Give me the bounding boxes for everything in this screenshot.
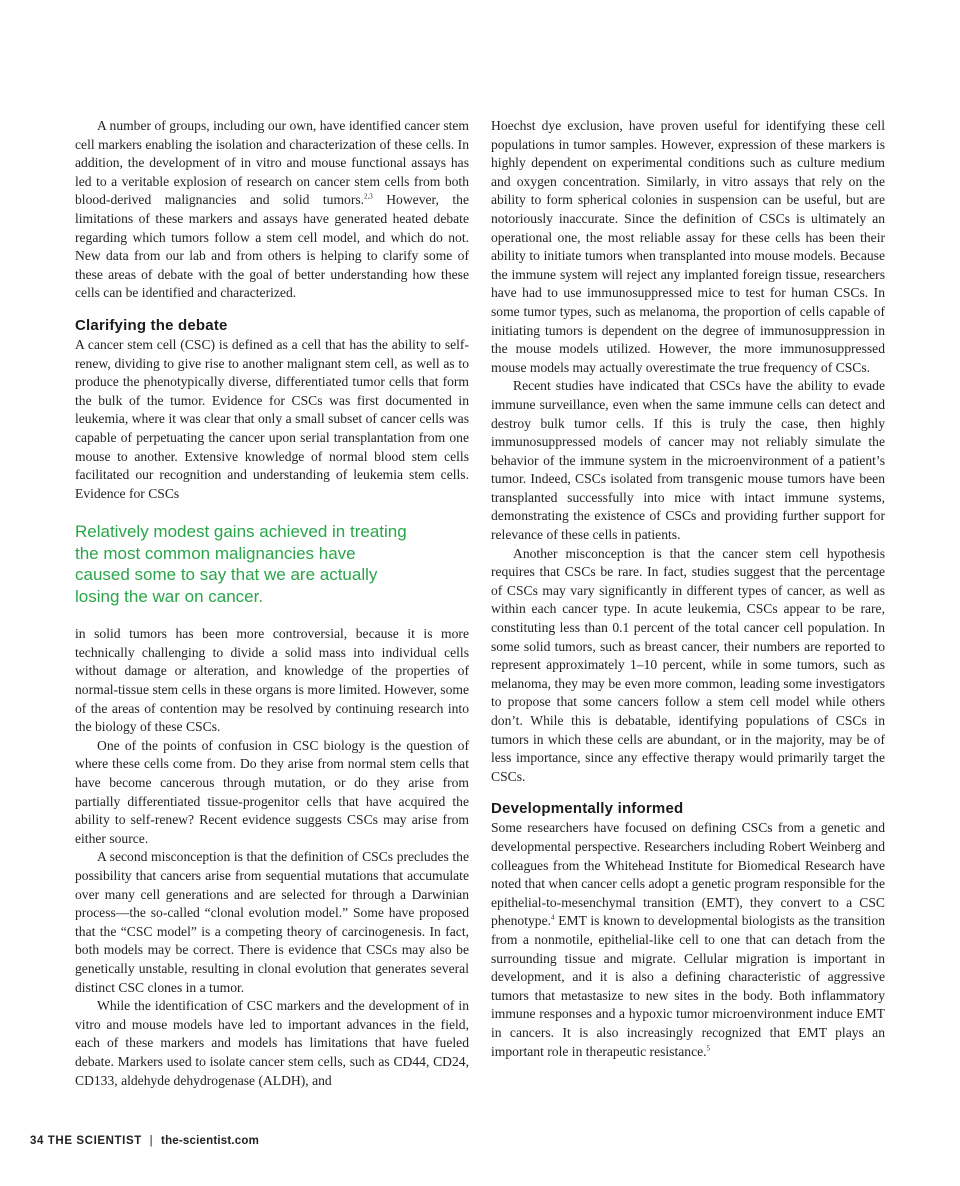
paragraph: A cancer stem cell (CSC) is defined as a cell that has the ability to self-renew, dividing to give rise to another malignant stem cell, as well as to produce the phenotypically diverse, differentiated tumor cells that form the bulk of the tumor. Evidence for CSCs was first documented in leukemia, where it was clear that only a small subset of cancer cells was capable of perpetuating the cancer upon serial transplantation from one mouse to another. Extensive knowledge of normal blood stem cells facilitated our recognition and understanding of leukemia stem cells. Evidence for CSCs xyxy=(75,336,469,501)
publication-url: the-scientist.com xyxy=(161,1135,260,1147)
paragraph-text: A number of groups, including our own, have identified cancer stem cell markers enabling the isolation and characterization of these cells. In addition, the development of in vitro and mouse functional assays has led to a veritable explosion of research on cancer stem cells from both blood-derived malignancies and solid tumors. xyxy=(75,118,469,208)
publication-name: THE SCIENTIST xyxy=(47,1135,142,1147)
pull-quote: Relatively modest gains achieved in treating the most common malignancies have caused some to say that we are actually losing the war on cancer. xyxy=(75,522,407,606)
paragraph: While the identification of CSC markers and the development of in vitro and mouse models have led to important advances in the field, each of these markers and models has limitations that have fueled debate. Markers used to isolate cancer stem cells, such as CD44, CD24, CD133, aldehyde dehydrogenase (ALDH), and xyxy=(75,998,469,1088)
paragraph xyxy=(491,819,885,1061)
section-heading: Developmentally informed xyxy=(491,800,684,818)
citation-superscript: 2,3 xyxy=(364,192,373,201)
section-heading: Clarifying the debate xyxy=(75,316,228,334)
citation-superscript: 4 xyxy=(551,913,555,922)
paragraph xyxy=(75,117,469,303)
footer-separator: | xyxy=(149,1135,154,1147)
left-column xyxy=(75,117,469,1090)
paragraph-text: However, the limitations of these markers and assays have generated heated debate regarding which tumors follow a stem cell model, and which do not. New data from our lab and from others is helping to clarify some of these areas of debate with the goal of better understanding how these cells can be identified and characterized. xyxy=(75,192,469,301)
paragraph: in solid tumors has been more controversial, because it is more technically challenging to divide a solid mass into individual cells without damage or alteration, and knowledge of the properties of normal-tissue stem cells in these organs is more limited. However, some of the areas of contention may be resolved by continuing research into the biology of these CSCs. xyxy=(75,626,469,735)
paragraph: Recent studies have indicated that CSCs have the ability to evade immune surveillance, even when the same immune cells can detect and destroy bulk tumor cells. If this is truly the case, then highly immunosuppressed models of cancer may not reliably simulate the behavior of the immune system in the microenvironment of a patient’s tumor. Indeed, CSCs isolated from transgenic mouse tumors have been transplanted successfully into mice with intact immune systems, demonstrating the existence of CSCs and providing further support for relevance of these cells in patients. xyxy=(491,378,885,543)
paragraph: One of the points of confusion in CSC biology is the question of where these cells come from. Do they arise from normal stem cells that have become cancerous through mutation, or do they arise from partially differentiated tissue-progenitor cells that have acquired the ability to self-renew? Recent evidence suggests CSCs may arise from either source. xyxy=(75,737,469,846)
paragraph: Hoechst dye exclusion, have proven useful for identifying these cell populations in tumor samples. However, expression of these markers is highly dependent on experimental conditions such as culture medium and oxygen concentration. Similarly, in vitro assays that rely on the ability to form spherical colonies in suspension can be useful, but are notoriously inaccurate. Since the definition of CSCs is ultimately an operational one, the most reliable assay for these cells has been their ability to initiate tumors when transplanted into mouse models. Because the immune system will reject any implanted foreign tissue, researchers have had to use immunosuppressed mice to test for human CSCs. In some tumor types, such as melanoma, the proportion of cells capable of initiating tumors is dependent on the degree of immunosuppression in the mouse models utilized. However, the more immunosuppressed mouse models may actually overestimate the true frequency of CSCs. xyxy=(491,118,885,375)
citation-superscript: 5 xyxy=(706,1043,711,1052)
paragraph-text: Some researchers have focused on defining CSCs from a genetic and developmental perspective. Researchers including Robert Weinberg and colleagues from the Whitehead Institute for Biomedical Research have noted that when cancer cells adopt a genetic program responsible for the epithelial-to-mesenchymal transition (EMT), they convert to a CSC phenotype. xyxy=(491,820,885,929)
paragraph: A second misconception is that the definition of CSCs precludes the possibility that cancers arise from sequential mutations that accumulate over many cell generations and are selected for through a Darwinian process—the so-called “clonal evolution model.” Some have proposed that the “CSC model” is a competing theory of carcinogenesis. In fact, both models may be correct. There is evidence that CSCs may also be genetically unstable, resulting in clonal evolution that generates several distinct CSC clones in a tumor. xyxy=(75,849,469,995)
paragraph: Another misconception is that the cancer stem cell hypothesis requires that CSCs be rare. In fact, studies suggest that the percentage of CSCs may vary significantly in different types of cancer, as well as within each cancer type. In acute leukemia, CSCs appear to be rare, constituting less than 0.1 percent of the total cancer cell population. In some solid tumors, such as breast cancer, their numbers are reported to represent approximately 1–10 percent, while in some tumors, such as melanoma, they may be even more common, leading some investigators to propose that some cancers follow a stem cell model while others don’t. While this is debatable, identifying populations of CSCs in tumors in which these cells are abundant, or in the majority, may be of less importance, since any effective therapy would primarily target the CSCs. xyxy=(491,545,885,784)
paragraph-text: EMT is known to developmental biologists as the transition from a nonmotile, epithelial-like cell to one that can detach from the surrounding tissue and migrate. Cellular migration is important in development, and it is also a defining characteristic of aggressive tumors that metastasize to new sites in the body. Both inflammatory immune responses and a hypoxic tumor microenvironment induce EMT in cancers. It is also increasingly recognized that EMT plays an important role in therapeutic resistance. xyxy=(491,913,885,1059)
right-column xyxy=(491,117,885,1061)
page-number: 34 xyxy=(30,1135,44,1147)
page-footer xyxy=(30,1135,259,1147)
